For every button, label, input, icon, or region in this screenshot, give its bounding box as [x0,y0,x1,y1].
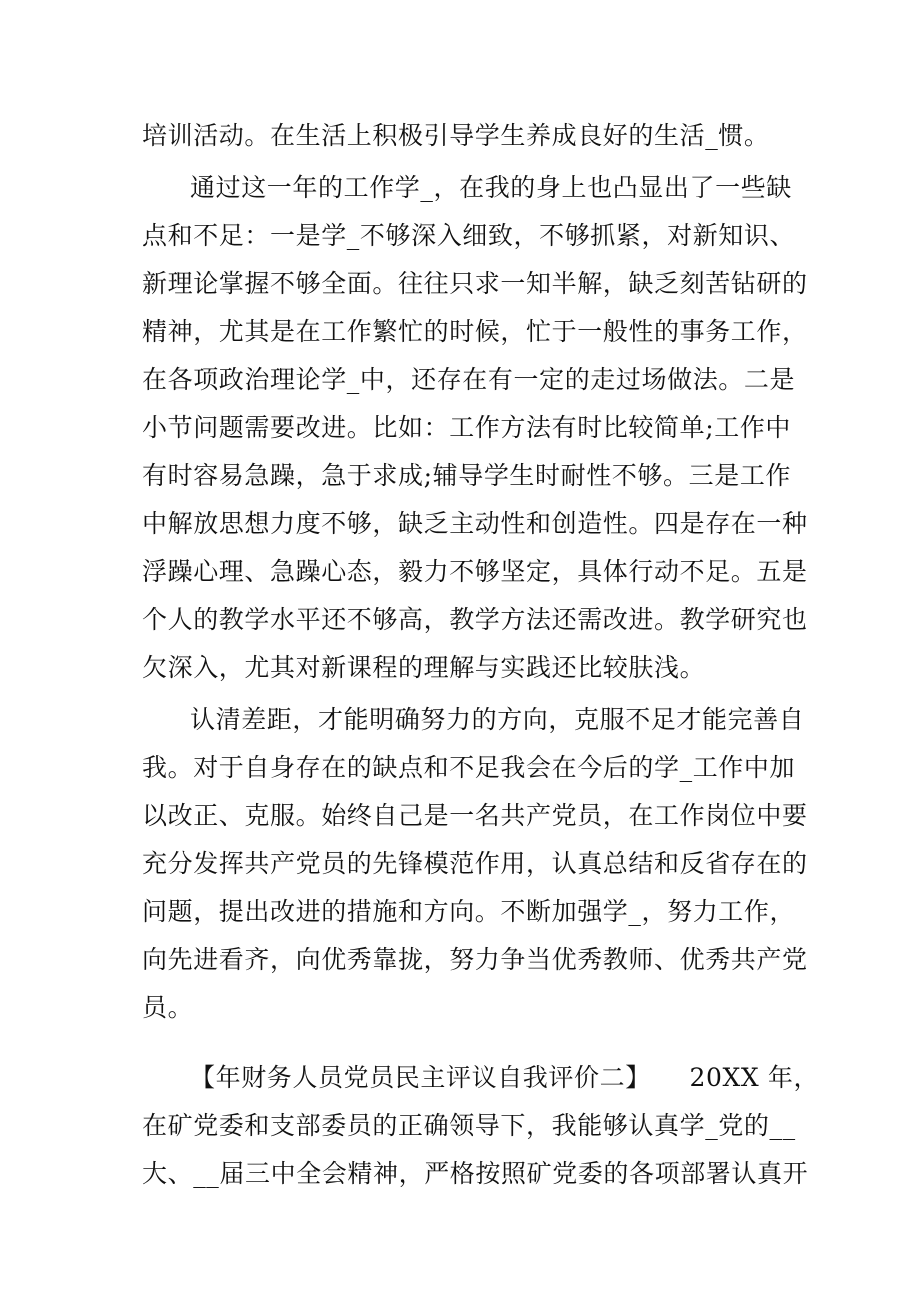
text-line: 以改正、克服。始终自己是一名共产党员，在工作岗位中要 [142,801,808,830]
text-line: 点和不足：一是学_不够深入细致，不够抓紧，对新知识、 [142,221,796,250]
text-line: 充分发挥共产党员的先锋模范作用，认真总结和反省存在的 [142,849,808,878]
text-line: 欠深入，尤其对新课程的理解与实践还比较肤浅。 [142,653,706,682]
text-line: 向先进看齐，向优秀靠拢，努力争当优秀教师、优秀共产党 [142,945,808,974]
text-line: 精神，尤其是在工作繁忙的时候，忙于一般性的事务工作， [142,317,808,346]
text-line: 在矿党委和支部委员的正确领导下，我能够认真学_党的__ [142,1111,796,1140]
text-line: 问题，提出改进的措施和方向。不断加强学_，努力工作， [142,897,796,926]
text-line: 大、__届三中全会精神，严格按照矿党委的各项部署认真开 [142,1159,809,1188]
text-line: 有时容易急躁，急于求成;辅导学生时耐性不够。三是工作 [142,461,792,490]
text-line: 培训活动。在生活上积极引导学生养成良好的生活_惯。 [142,121,770,150]
text-line: 员。 [142,993,194,1022]
text-line: 我。对于自身存在的缺点和不足我会在今后的学_工作中加 [142,753,796,782]
text-line: 小节问题需要改进。比如：工作方法有时比较简单;工作中 [142,413,792,442]
text-line: 通过这一年的工作学_，在我的身上也凸显出了一些缺 [190,173,792,202]
paragraph-gap [142,1032,802,1054]
text-line: 个人的教学水平还不够高，教学方法还需改进。教学研究也 [142,605,808,634]
section-heading-line: 【年财务人员党员民主评议自我评价二】 20XX 年， [190,1063,820,1092]
text-line: 在各项政治理论学_中，还存在有一定的走过场做法。二是 [142,365,796,394]
document-page [142,112,820,1198]
text-line: 认清差距，才能明确努力的方向，克服不足才能完善自 [190,705,805,734]
text-line: 新理论掌握不够全面。往往只求一知半解，缺乏刻苦钻研的 [142,269,808,298]
text-line: 中解放思想力度不够，缺乏主动性和创造性。四是存在一种 [142,509,808,538]
text-line: 浮躁心理、急躁心态，毅力不够坚定，具体行动不足。五是 [142,557,808,586]
